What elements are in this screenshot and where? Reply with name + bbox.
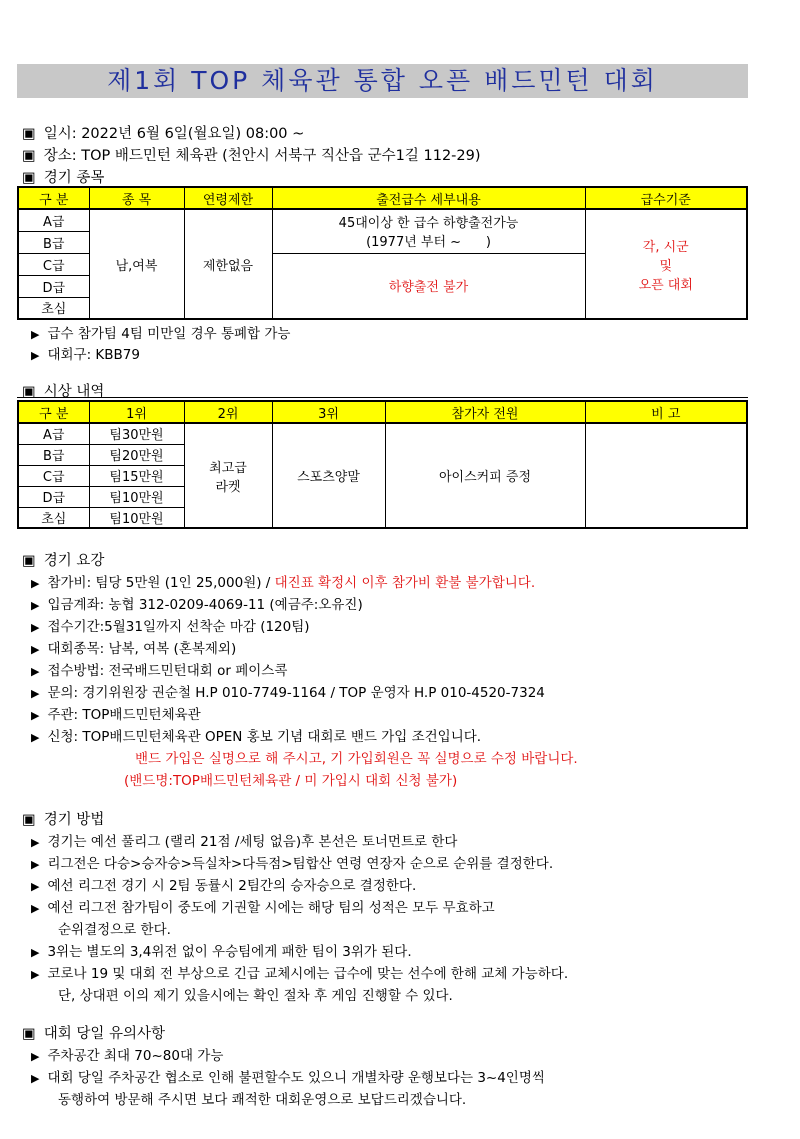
prizes-grade-b: B급	[18, 444, 89, 465]
method-item-6-cont: 단, 상대편 이의 제기 있을시에는 확인 절차 후 게임 진행할 수 있다.	[58, 988, 453, 1004]
prizes-grade-d: D급	[18, 486, 89, 507]
prizes-first-beginner: 팀10만원	[89, 507, 184, 528]
rules-account: ▶ 입금계좌: 농협 312-0209-4069-11 (예금주:오유진)	[31, 593, 363, 613]
events-age-limit: 제한없음	[184, 209, 272, 319]
prizes-header-first: 1위	[89, 401, 184, 423]
events-criteria-line2: 및	[659, 258, 673, 274]
events-detail-no-downgrade: 하향출전 불가	[272, 253, 585, 319]
prizes-heading-rule	[17, 397, 748, 398]
prizes-note	[585, 423, 747, 528]
prizes-first-b: 팀20만원	[89, 444, 184, 465]
prizes-all: 아이스커피 증정	[385, 423, 585, 528]
prizes-header-all: 참가자 전원	[385, 401, 585, 423]
prizes-second-line2: 라켓	[215, 479, 241, 495]
events-detail-line2: (1977년 부터 ~ )	[366, 235, 491, 251]
events-grade-beginner: 초심	[18, 297, 89, 319]
rules-apply-realname: 밴드 가입은 실명으로 해 주시고, 기 가입회원은 꼭 실명으로 수정 바랍니다.	[135, 751, 578, 767]
events-grade-d: D급	[18, 275, 89, 297]
notice-item-2-cont: 동행하여 방문해 주시면 보다 쾌적한 대회운영으로 보답드리겠습니다.	[58, 1092, 467, 1108]
events-table	[17, 186, 748, 320]
rules-apply: ▶ 신청: TOP배드민턴체육관 OPEN 홍보 기념 대회로 밴드 가입 조건입니다.	[31, 725, 481, 745]
events-header-grade: 구 분	[18, 187, 89, 209]
prizes-first-a: 팀30만원	[89, 423, 184, 444]
events-grade-a: A급	[18, 209, 89, 231]
prizes-grade-c: C급	[18, 465, 89, 486]
method-item-2: ▶ 리그전은 다승>승자승>득실차>다득점>팀합산 연령 연장자 순으로 순위를 결정한다.	[31, 852, 553, 872]
prizes-header-second: 2위	[184, 401, 272, 423]
rules-events: ▶ 대회종목: 남복, 여복 (혼복제외)	[31, 637, 236, 657]
prizes-header-grade: 구 분	[18, 401, 89, 423]
events-detail-line1: 45대이상 한 급수 하향출전가능	[338, 216, 519, 232]
method-item-5: ▶ 3위는 별도의 3,4위전 없이 우승팀에게 패한 팀이 3위가 된다.	[31, 940, 412, 960]
method-item-4-cont: 순위결정으로 한다.	[58, 922, 171, 938]
prizes-header-third: 3위	[272, 401, 385, 423]
event-date: ▣ 일시: 2022년 6월 6일(월요일) 08:00 ~	[22, 122, 304, 143]
rules-fee-warning: 대진표 확정시 이후 참가비 환불 불가합니다.	[274, 575, 536, 591]
events-grade-b: B급	[18, 231, 89, 253]
rules-host: ▶ 주관: TOP배드민턴체육관	[31, 703, 201, 723]
notice-heading: ▣ 대회 당일 유의사항	[22, 1022, 165, 1043]
method-item-3: ▶ 예선 리그전 경기 시 2팀 동률시 2팀간의 승자승으로 결정한다.	[31, 874, 416, 894]
prizes-second-line1: 최고급	[209, 460, 247, 476]
rules-apply-bandname: (밴드명:TOP배드민턴체육관 / 미 가입시 대회 신청 불가)	[124, 773, 458, 789]
events-criteria-line3: 오픈 대회	[638, 277, 693, 293]
prizes-grade-beginner: 초심	[18, 507, 89, 528]
events-header-criteria: 급수기준	[585, 187, 747, 209]
events-gender: 남,여복	[89, 209, 184, 319]
prizes-grade-a: A급	[18, 423, 89, 444]
events-heading: ▣ 경기 종목	[22, 166, 104, 187]
events-criteria	[585, 209, 747, 319]
events-header-detail: 출전급수 세부내용	[272, 187, 585, 209]
method-item-6: ▶ 코로나 19 및 대회 전 부상으로 긴급 교체시에는 급수에 맞는 선수에 한해 교체 가능하다.	[31, 962, 568, 982]
prizes-second	[184, 423, 272, 528]
events-criteria-line1: 각, 시군	[642, 239, 689, 255]
prizes-third: 스포츠양말	[272, 423, 385, 528]
rules-fee-text: 참가비: 팀당 5만원 (1인 25,000원) /	[47, 575, 275, 591]
events-header-event: 종 목	[89, 187, 184, 209]
rules-heading: ▣ 경기 요강	[22, 549, 104, 570]
events-note-code: ▶ 대회구: KBB79	[31, 343, 140, 363]
page-title: 제1회 TOP 체육관 통합 오픈 배드민턴 대회	[17, 64, 748, 98]
method-item-1: ▶ 경기는 예선 풀리그 (랠리 21점 /세팅 없음)후 본선은 토너먼트로 한다	[31, 830, 457, 850]
prizes-first-c: 팀15만원	[89, 465, 184, 486]
notice-item-1: ▶ 주차공간 최대 70~80대 가능	[31, 1044, 223, 1064]
prizes-heading: ▣ 시상 내역	[22, 380, 104, 401]
rules-contact: ▶ 문의: 경기위원장 권순철 H.P 010-7749-1164 / TOP 운영자 H.P 010-4520-7324	[31, 681, 545, 701]
event-place: ▣ 장소: TOP 배드민턴 체육관 (천안시 서북구 직산읍 군수1길 112-29)	[22, 144, 481, 165]
method-item-4: ▶ 예선 리그전 참가팀이 중도에 기권할 시에는 해당 팀의 성적은 모두 무효하고	[31, 896, 495, 916]
events-note-merge: ▶ 급수 참가팀 4팀 미만일 경우 통폐합 가능	[31, 322, 290, 342]
notice-item-2: ▶ 대회 당일 주차공간 협소로 인해 불편할수도 있으니 개별차량 운행보다는 3~4인명씩	[31, 1066, 545, 1086]
prizes-table	[17, 400, 748, 529]
prizes-first-d: 팀10만원	[89, 486, 184, 507]
rules-period: ▶ 접수기간:5월31일까지 선착순 마감 (120팀)	[31, 615, 310, 635]
prizes-header-note: 비 고	[585, 401, 747, 423]
events-header-age: 연령제한	[184, 187, 272, 209]
events-detail-downgrade	[272, 209, 585, 253]
rules-fee	[31, 571, 535, 591]
method-heading: ▣ 경기 방법	[22, 808, 104, 829]
events-grade-c: C급	[18, 253, 89, 275]
rules-method: ▶ 접수방법: 전국배드민턴대회 or 페이스콕	[31, 659, 287, 679]
